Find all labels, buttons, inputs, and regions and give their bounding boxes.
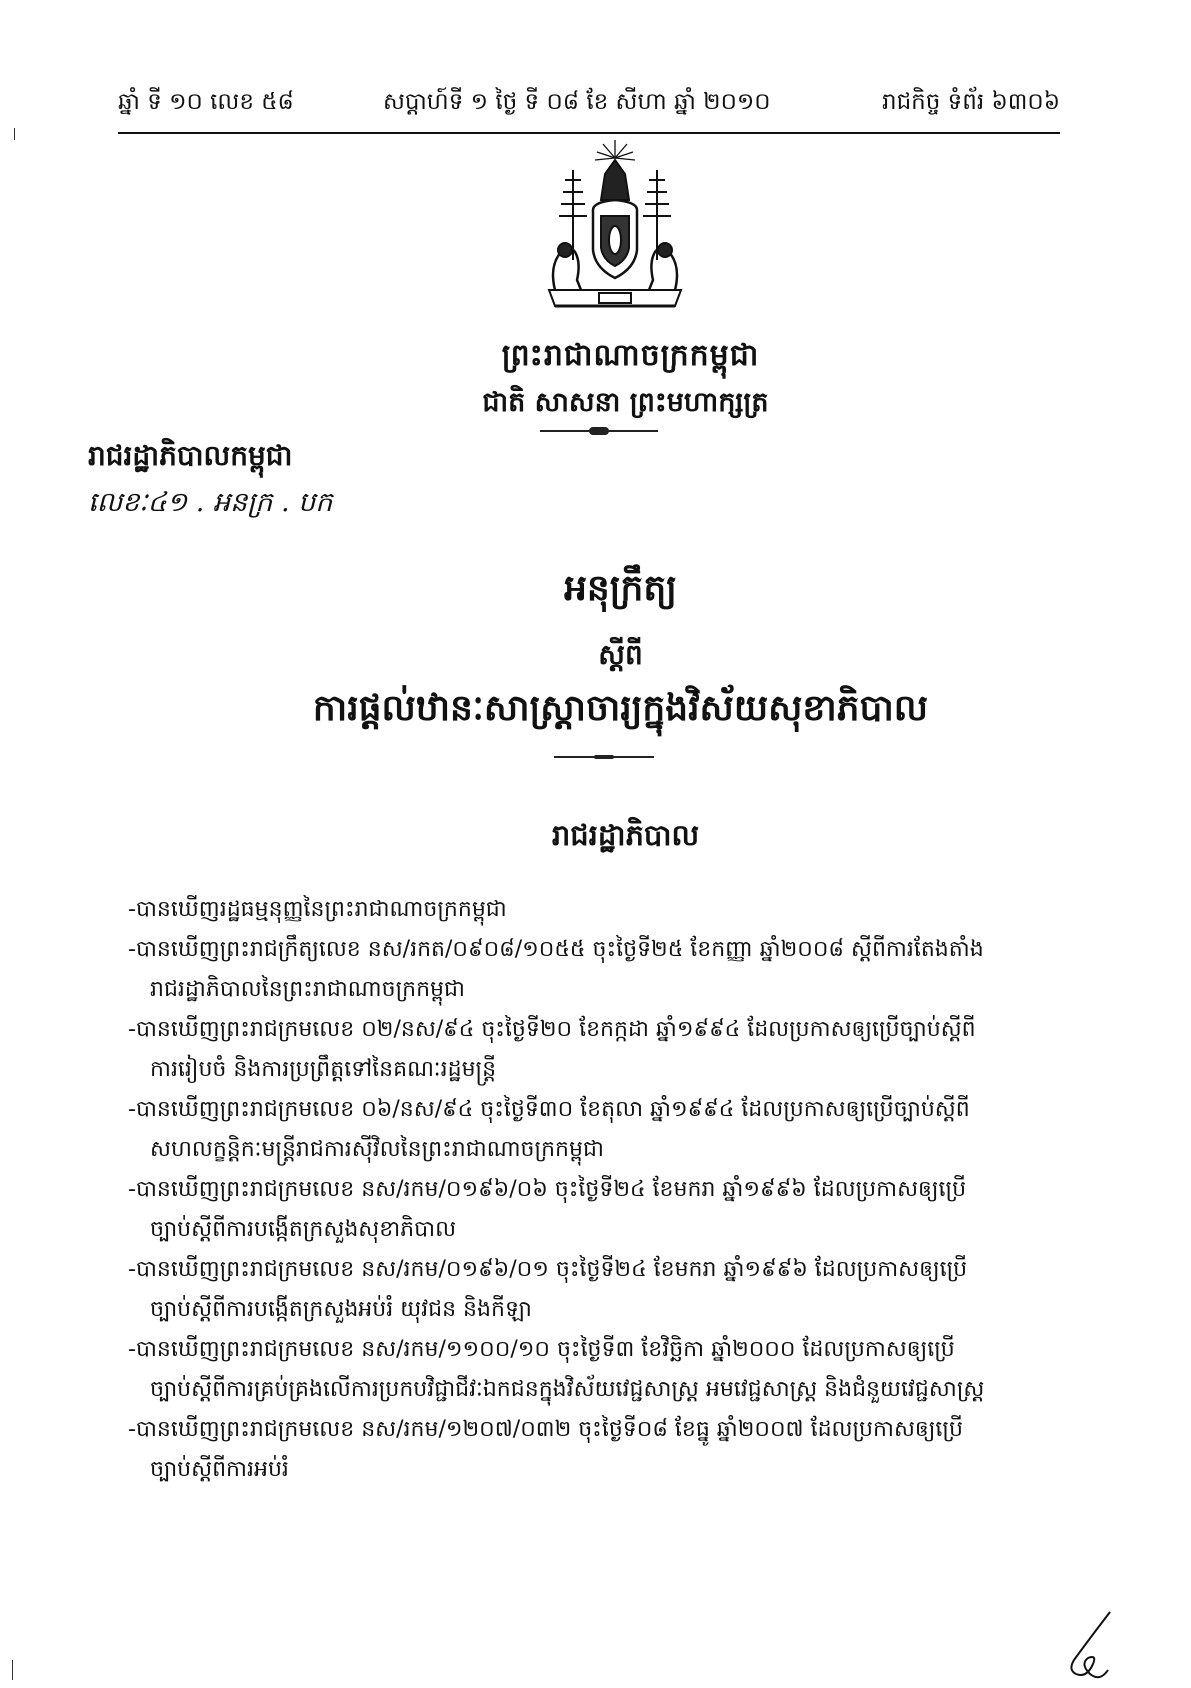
clause-line: -បានឃើញព្រះរាជក្រមលេខ នស/រកម/១១០០/១០ ចុះថ្ងៃទី៣ ខែវិច្ឆិកា ឆ្នាំ២០០០ ដែលប្រកាសឲ្យប្រើ	[128, 1337, 955, 1362]
document-type: អនុក្រឹត្យ	[564, 568, 677, 609]
clause-item	[128, 1410, 1060, 1490]
clause-line: -បានឃើញព្រះរាជក្រឹត្យលេខ នស/រកត/០៩០៨/១០៥៥ ចុះថ្ងៃទី២៥ ខែកញ្ញា ឆ្នាំ២០០៨ ស្តីពីការតែងតាំង	[128, 937, 984, 962]
royal-coat-of-arms-icon	[535, 140, 695, 320]
clause-continuation: ច្បាប់ស្តីពីការបង្កើតក្រសួងសុខាភិបាល	[150, 1217, 457, 1242]
issuer-name: រាជរដ្ឋាភិបាលកម្ពុជា	[88, 439, 293, 472]
motto-ornament	[540, 430, 658, 432]
header-rule	[118, 132, 1060, 134]
signature-initial-icon	[1050, 1608, 1140, 1688]
document-number: លេខៈ៤១ . អនក្រ . បក	[88, 487, 333, 518]
clause-item	[128, 930, 1060, 1010]
clause-line: -បានឃើញព្រះរាជក្រមលេខ ០២/នស/៩៤ ចុះថ្ងៃទី២០ ខែកក្កដា ឆ្នាំ១៩៩៤ ដែលប្រកាសឲ្យប្រើច្បាប់ស្តីពី	[128, 1017, 976, 1042]
clause-line: -បានឃើញព្រះរាជក្រមលេខ នស/រកម/០១៩៦/០១ ចុះថ្ងៃទី២៤ ខែមករា ឆ្នាំ១៩៩៦ ដែលប្រកាសឲ្យប្រើ	[128, 1257, 968, 1282]
clause-line: -បានឃើញព្រះរាជក្រមលេខ នស/រកម/០១៩៦/០៦ ចុះថ្ងៃទី២៤ ខែមករា ឆ្នាំ១៩៩៦ ដែលប្រកាសឲ្យប្រើ	[128, 1177, 967, 1202]
clause-line: -បានឃើញព្រះរាជក្រមលេខ នស/រកម/១២០៧/០៣២ ចុះថ្ងៃទី០៨ ខែធ្នូ ឆ្នាំ២០០៧ ដែលប្រកាសឲ្យប្រើ	[128, 1417, 963, 1442]
scan-mark	[12, 1660, 13, 1680]
clause-line: -បានឃើញរដ្ឋធម្មនុញ្ញនៃព្រះរាជាណាចក្រកម្ពុជា	[128, 897, 507, 922]
clause-continuation: ច្បាប់ស្តីពីការគ្រប់គ្រងលើការប្រកបវិជ្ជាជីវៈឯកជនក្នុងវិស័យវេជ្ជសាស្ត្រ អមវេជ្ជសាស្ត្រ និងជំនួយវេជ្ជសាស្ត្រ	[150, 1377, 985, 1402]
clause-continuation: ច្បាប់ស្តីពីការអប់រំ	[150, 1457, 289, 1482]
clause-continuation: ច្បាប់ស្តីពីការបង្កើតក្រសួងអប់រំ យុវជន និងកីឡា	[150, 1297, 532, 1322]
clause-line: -បានឃើញព្រះរាជក្រមលេខ ០៦/នស/៩៤ ចុះថ្ងៃទី៣០ ខែតុលា ឆ្នាំ១៩៩៤ ដែលប្រកាសឲ្យប្រើច្បាប់ស្តីពី	[128, 1097, 970, 1122]
clause-item	[128, 1250, 1060, 1330]
gazette-page-number: រាជកិច្ច ទំព័រ ៦៣០៦	[881, 89, 1060, 115]
clause-continuation: សហលក្ខន្តិកៈមន្ត្រីរាជការស៊ីវិលនៃព្រះរាជាណាចក្រកម្ពុជា	[150, 1137, 604, 1162]
gazette-year-issue: ឆ្នាំ ទី ១០ លេខ ៥៨	[118, 89, 294, 115]
document-subject: ការផ្តល់ឋានៈសាស្ត្រាចារ្យក្នុងវិស័យសុខាភិបាល	[312, 688, 929, 729]
clause-continuation: រាជរដ្ឋាភិបាលនៃព្រះរាជាណាចក្រកម្ពុជា	[150, 977, 465, 1002]
scan-mark	[14, 128, 15, 140]
title-ornament	[554, 756, 654, 758]
kingdom-motto: ជាតិ សាសនា ព្រះមហាក្សត្រ	[482, 387, 769, 418]
preamble-clauses	[128, 890, 1060, 1490]
section-heading: រាជរដ្ឋាភិបាល	[551, 818, 700, 852]
clause-item	[128, 1010, 1060, 1090]
clause-item	[128, 1170, 1060, 1250]
clause-item	[128, 1090, 1060, 1170]
title-about: ស្តីពី	[598, 638, 643, 671]
gazette-header	[118, 88, 1060, 122]
clause-item	[128, 890, 1060, 930]
clause-continuation: ការរៀបចំ និងការប្រព្រឹត្តទៅនៃគណៈរដ្ឋមន្ត្រី	[150, 1057, 497, 1082]
clause-item	[128, 1330, 1060, 1410]
kingdom-name: ព្រះរាជាណាចក្រកម្ពុជា	[501, 338, 760, 373]
gazette-date: សប្តាហ៍ទី ១ ថ្ងៃ ទី ០៨ ខែ សីហា ឆ្នាំ ២០១០	[383, 89, 771, 115]
